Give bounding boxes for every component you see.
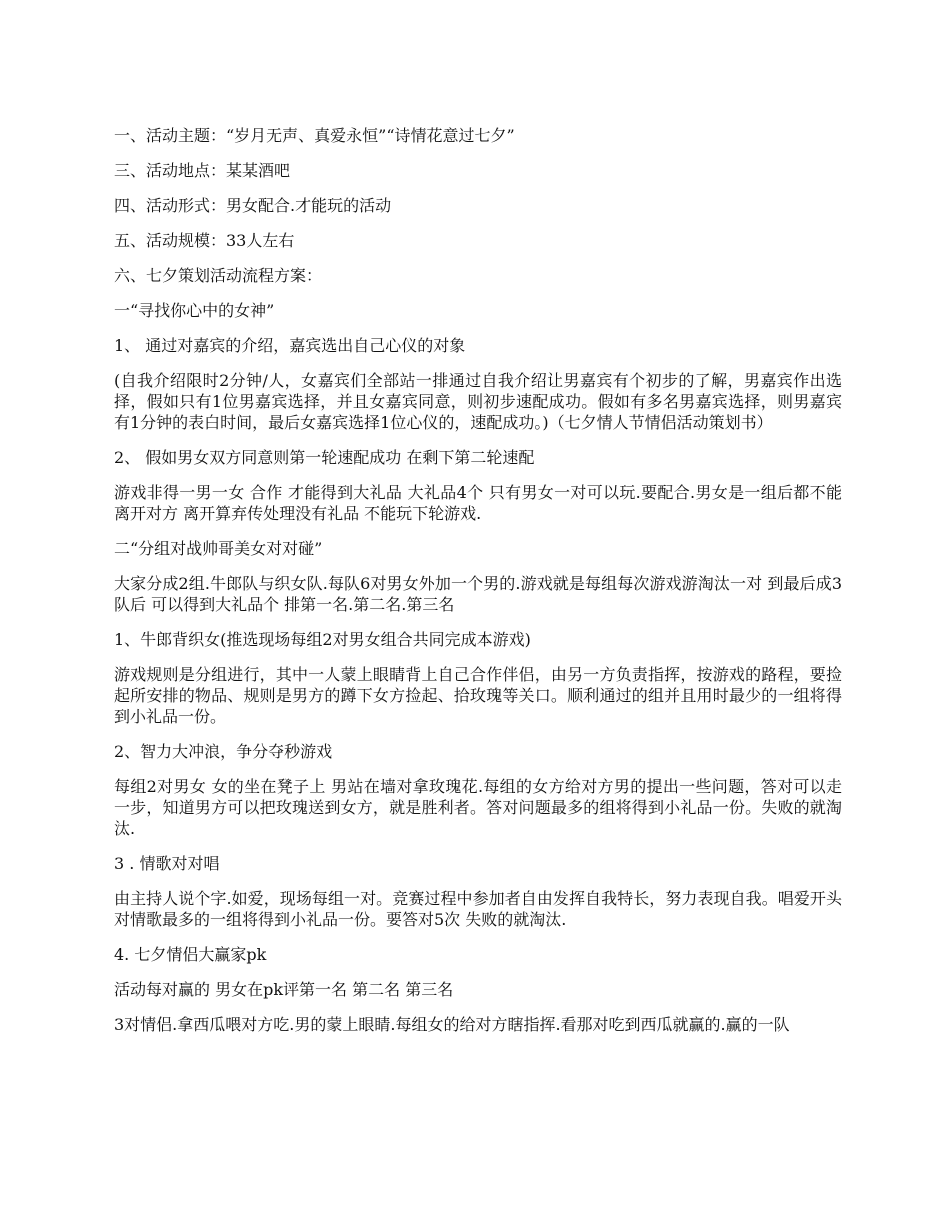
activity-location: 三、活动地点：某某酒吧	[114, 161, 291, 180]
activity-theme: 一、活动主题：“岁月无声、真爱永恒”“诗情花意过七夕”	[114, 126, 515, 145]
section-two-description: 大家分成2组.牛郎队与织女队.每队6对男女外加一个男的.游戏就是每组每次游戏游淘汰一对 到最后成3队后 可以得到大礼品个 排第一名.第二名.第三名	[114, 574, 842, 614]
step-one-heading: 1、 通过对嘉宾的介绍，嘉宾选出自己心仪的对象	[114, 336, 466, 355]
section-one-heading: 一“寻找你心中的女神”	[114, 301, 275, 320]
activity-scale: 五、活动规模：33人左右	[114, 231, 295, 250]
game-one-heading: 1、牛郎背织女(推选现场每组2对男女组合共同完成本游戏)	[114, 630, 531, 649]
game-three-rules: 由主持人说个字.如爱，现场每组一对。竞赛过程中参加者自由发挥自我特长，努力表现自我。唱爱开头对情歌最多的一组将得到小礼品一份。要答对5次 失败的就淘汰.	[114, 889, 842, 929]
game-four-heading: 4. 七夕情侣大赢家pk	[114, 945, 267, 964]
game-two-heading: 2、智力大冲浪，争分夺秒游戏	[114, 742, 333, 761]
activity-process-heading: 六、七夕策划活动流程方案：	[114, 266, 323, 285]
game-four-rules: 3对情侣.拿西瓜喂对方吃.男的蒙上眼睛.每组女的给对方瞎指挥.看那对吃到西瓜就赢的.赢的一队	[114, 1015, 790, 1034]
step-two-heading: 2、 假如男女双方同意则第一轮速配成功 在剩下第二轮速配	[114, 448, 535, 467]
section-two-heading: 二“分组对战帅哥美女对对碰”	[114, 539, 323, 558]
activity-format: 四、活动形式：男女配合.才能玩的活动	[114, 196, 392, 215]
game-two-rules: 每组2对男女 女的坐在凳子上 男站在墙对拿玫瑰花.每组的女方给对方男的提出一些问题，答对可以走一步，知道男方可以把玫瑰送到女方，就是胜利者。答对问题最多的组将得到小礼品一份。失败的就淘汰.	[114, 777, 842, 838]
document-page	[114, 125, 842, 1049]
game-one-rules: 游戏规则是分组进行，其中一人蒙上眼睛背上自己合作伴侣，由另一方负责指挥，按游戏的路程，要捡起所安排的物品、规则是男方的蹲下女方捡起、拾玫瑰等关口。顺利通过的组并且用时最少的一组将得到小礼品一份。	[114, 665, 842, 726]
step-one-description: (自我介绍限时2分钟/人，女嘉宾们全部站一排通过自我介绍让男嘉宾有个初步的了解，男嘉宾作出选择，假如只有1位男嘉宾选择，并且女嘉宾同意，则初步速配成功。假如有多名男嘉宾选择，则男嘉宾有1分钟的表白时间，最后女嘉宾选择1位心仪的，速配成功。)（七夕情人节情侣活动策划书）	[114, 371, 842, 432]
game-four-ranking: 活动每对赢的 男女在pk评第一名 第二名 第三名	[114, 980, 454, 999]
step-two-description: 游戏非得一男一女 合作 才能得到大礼品 大礼品4个 只有男女一对可以玩.要配合.男女是一组后都不能离开对方 离开算弃传处理没有礼品 不能玩下轮游戏.	[114, 483, 842, 523]
game-three-heading: 3 . 情歌对对唱	[114, 854, 220, 873]
